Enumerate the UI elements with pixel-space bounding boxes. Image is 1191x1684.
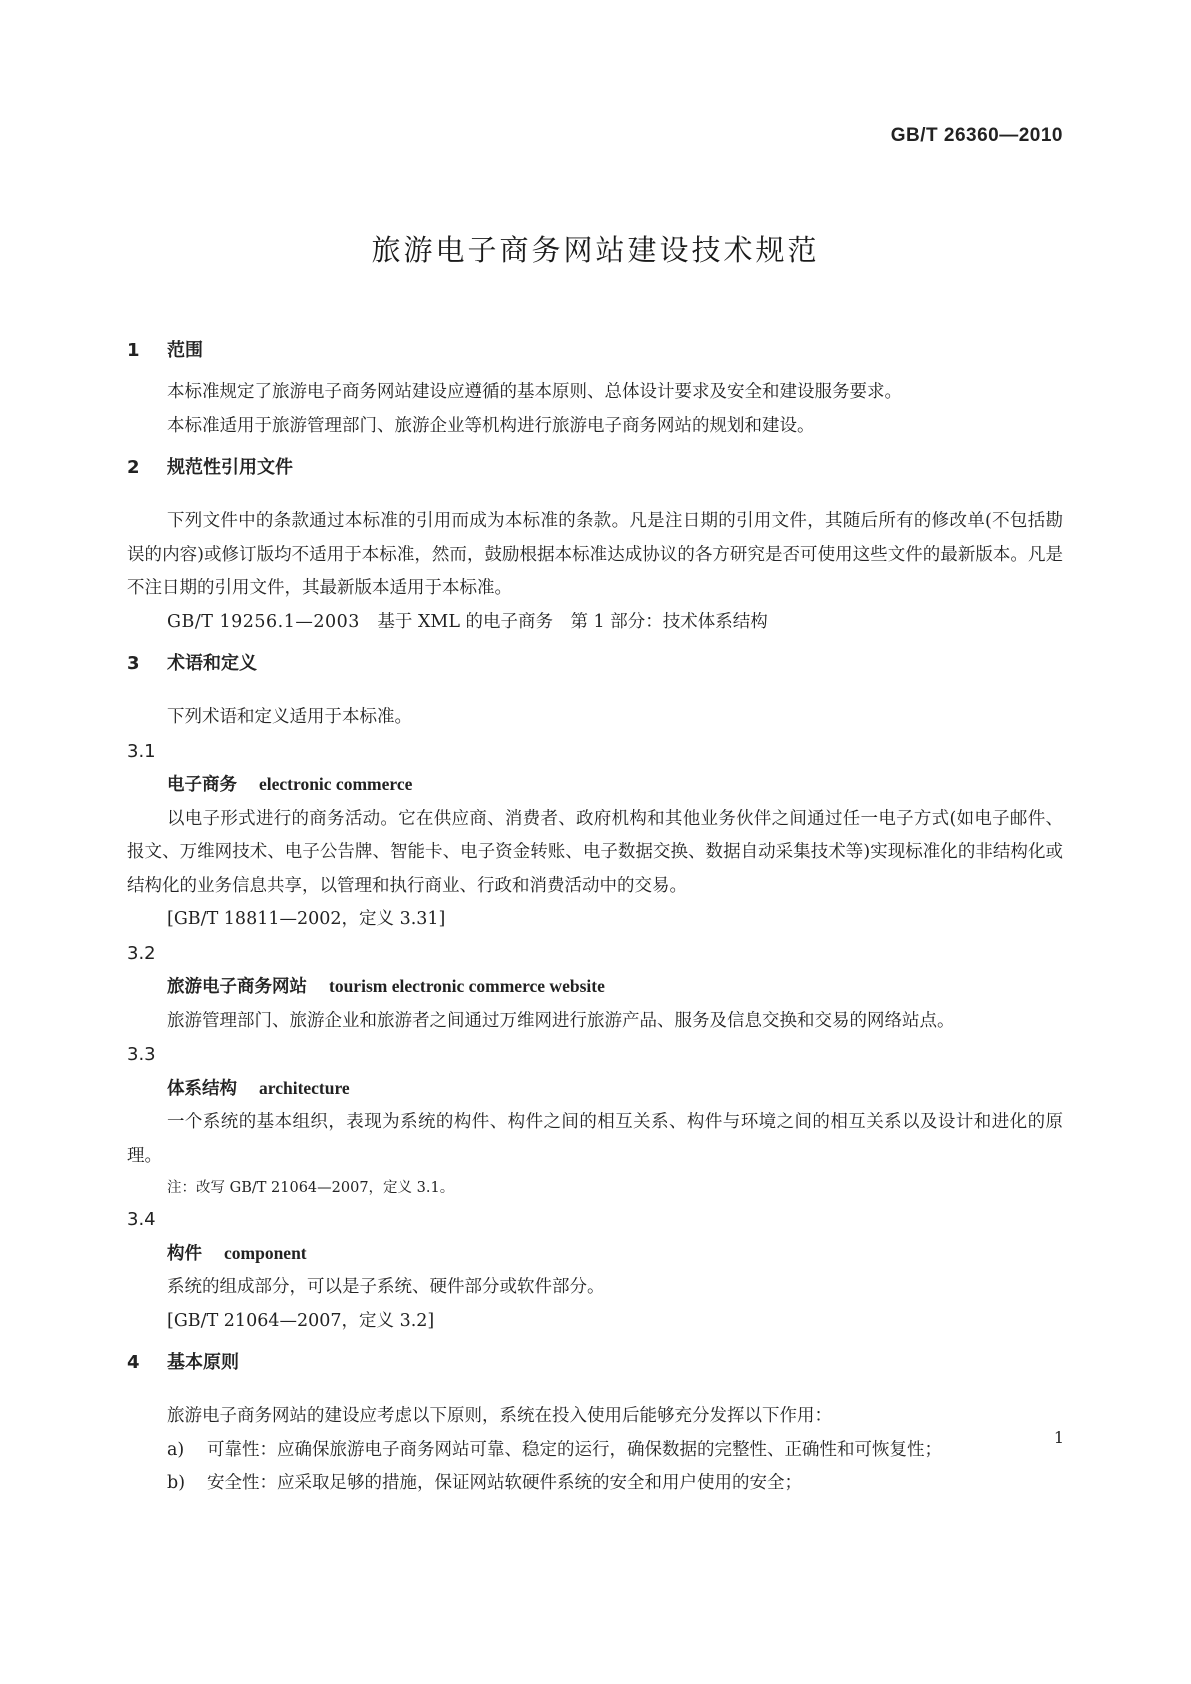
term-zh: 体系结构 xyxy=(167,1078,237,1099)
paragraph: 本标准规定了旅游电子商务网站建设应遵循的基本原则、总体设计要求及安全和建设服务要求。 xyxy=(167,382,902,402)
list-item-text: 安全性：应采取足够的措施，保证网站软硬件系统的安全和用户使用的安全； xyxy=(207,1473,802,1493)
term-heading xyxy=(127,970,1063,1005)
list-item-label: b) xyxy=(167,1473,186,1493)
term-number: 3.2 xyxy=(127,942,156,964)
reference-entry xyxy=(127,606,1063,640)
term-en: component xyxy=(224,1242,307,1263)
list-item xyxy=(127,1467,1063,1501)
term-number: 3.3 xyxy=(127,1044,156,1065)
section-title: 范围 xyxy=(167,340,203,361)
document-title: 旅游电子商务网站建设技术规范 xyxy=(371,233,820,267)
list-item-label: a) xyxy=(167,1439,185,1460)
term-number: 3.1 xyxy=(127,740,156,762)
document-body xyxy=(127,334,1063,1501)
section-title: 规范性引用文件 xyxy=(167,457,293,478)
term-definition: 一个系统的基本组织，表现为系统的构件、构件之间的相互关系、构件与环境之间的相互关系以及设计和进化的原理。 xyxy=(127,1112,1063,1166)
section-title: 术语和定义 xyxy=(167,653,257,674)
paragraph: 下列术语和定义适用于本标准。 xyxy=(167,707,412,727)
term-definition: 系统的组成部分，可以是子系统、硬件部分或软件部分。 xyxy=(167,1277,605,1297)
term-zh: 旅游电子商务网站 xyxy=(167,977,307,997)
section-number: 2 xyxy=(127,457,140,478)
term-definition: 旅游管理部门、旅游企业和旅游者之间通过万维网进行旅游产品、服务及信息交换和交易的网络站点。 xyxy=(167,1010,955,1031)
section-heading-scope xyxy=(127,334,1063,368)
section-heading-basic-principles xyxy=(127,1346,1063,1380)
term-en: electronic commerce xyxy=(259,774,413,794)
section-title: 基本原则 xyxy=(167,1352,239,1373)
page-number: 1 xyxy=(1053,1428,1064,1447)
term-zh: 电子商务 xyxy=(167,775,237,795)
section-heading-terms xyxy=(127,647,1063,681)
paragraph: 旅游电子商务网站的建设应考虑以下原则，系统在投入使用后能够充分发挥以下作用： xyxy=(167,1406,832,1426)
term-heading xyxy=(127,768,1063,803)
term-en: architecture xyxy=(259,1077,350,1098)
standard-code: GB/T 26360—2010 xyxy=(890,125,1063,146)
reference-title: 基于 XML 的电子商务 第 1 部分：技术体系结构 xyxy=(377,611,768,632)
term-source: [GB/T 21064—2007，定义 3.2] xyxy=(167,1310,435,1331)
term-heading xyxy=(127,1072,1063,1107)
section-number: 4 xyxy=(127,1352,140,1373)
list-item xyxy=(127,1434,1063,1468)
paragraph: 下列文件中的条款通过本标准的引用而成为本标准的条款。凡是注日期的引用文件，其随后所有的修改单(不包括勘误的内容)或修订版均不适用于本标准，然而，鼓励根据本标准达成协议的各方研究是否可使用这些文件的最新版本。凡是不注日期的引用文件，其最新版本适用于本标准。 xyxy=(127,511,1063,598)
reference-code: GB/T 19256.1—2003 xyxy=(167,611,360,632)
term-definition: 以电子形式进行的商务活动。它在供应商、消费者、政府机构和其他业务伙伴之间通过任一电子方式(如电子邮件、报文、万维网技术、电子公告牌、智能卡、电子资金转账、电子数据交换、数据自动采集技术等)实现标准化的非结构化或结构化的业务信息共享，以管理和执行商业、行政和消费活动中的交易。 xyxy=(127,808,1063,896)
term-number: 3.4 xyxy=(127,1209,156,1230)
term-heading xyxy=(127,1237,1063,1272)
section-number: 3 xyxy=(127,653,140,674)
paragraph: 本标准适用于旅游管理部门、旅游企业等机构进行旅游电子商务网站的规划和建设。 xyxy=(167,415,815,436)
term-zh: 构件 xyxy=(167,1243,202,1264)
section-number: 1 xyxy=(127,340,140,361)
term-note: 注：改写 GB/T 21064—2007，定义 3.1。 xyxy=(167,1180,455,1196)
section-heading-normative-references xyxy=(127,451,1063,485)
list-item-text: 可靠性：应确保旅游电子商务网站可靠、稳定的运行，确保数据的完整性、正确性和可恢复性； xyxy=(207,1439,942,1460)
term-source: [GB/T 18811—2002，定义 3.31] xyxy=(167,909,446,929)
term-en: tourism electronic commerce website xyxy=(329,976,605,996)
